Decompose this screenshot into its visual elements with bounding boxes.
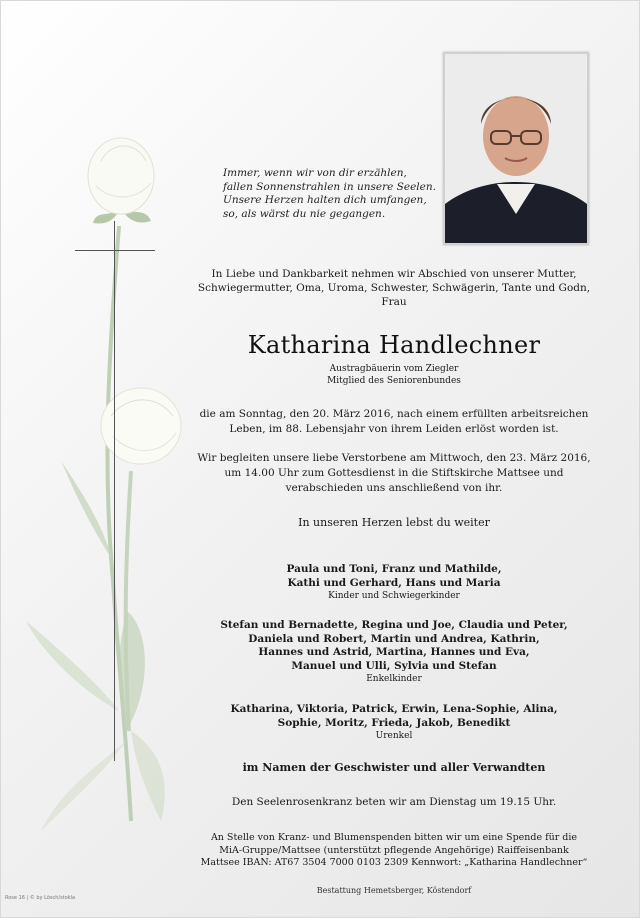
- deceased-name: Katharina Handlechner: [247, 331, 541, 359]
- family-names: Hannes und Astrid, Martina, Hannes und Eva,: [258, 646, 530, 658]
- undertaker: Bestattung Hemetsberger, Köstendorf: [316, 886, 472, 895]
- family-relation: Kinder und Schwiegerkinder: [328, 591, 460, 601]
- family-names: Sophie, Moritz, Frieda, Jakob, Benedikt: [277, 716, 511, 729]
- subtitle-line: Mitglied des Seniorenbundes: [327, 376, 461, 386]
- cross-horizontal: [75, 250, 155, 251]
- poem: [223, 167, 438, 221]
- poem-line: fallen Sonnenstrahlen in unsere Seelen.: [223, 180, 436, 193]
- family-relation: Urenkel: [375, 731, 413, 741]
- family-names: Stefan und Bernadette, Regina und Joe, Claudia und Peter,: [220, 619, 568, 631]
- poem-line: Unsere Herzen halten dich umfangen,: [223, 194, 427, 206]
- deceased-subtitle: [197, 363, 591, 387]
- cross-vertical: [114, 221, 115, 761]
- poem-line: so, als wärst du nie gegangen.: [223, 207, 386, 220]
- donation-line: Mattsee IBAN: AT67 3504 7000 0103 2309 Kennwort: „Katharina Handlechner“: [200, 857, 588, 868]
- family-grandchildren: [197, 619, 591, 685]
- closing-line: im Namen der Geschwister und aller Verwandten: [242, 761, 546, 774]
- family-names: Katharina, Viktoria, Patrick, Erwin, Lena-Sophie, Alina,: [230, 703, 558, 715]
- family-children: [197, 563, 591, 602]
- image-credit: Rose 16 | © by Lösch/stokla: [5, 895, 76, 901]
- portrait-icon: [445, 54, 587, 243]
- donation-notice: [197, 832, 591, 870]
- subtitle-line: Austragbäuerin vom Ziegler: [329, 364, 459, 374]
- family-names: Manuel und Ulli, Sylvia und Stefan: [291, 659, 497, 672]
- family-relation: Enkelkinder: [366, 674, 422, 684]
- family-names: Paula und Toni, Franz und Mathilde,: [286, 563, 502, 575]
- donation-line: MiA-Gruppe/Mattsee (unterstützt pflegende Angehörige) Raiffeisenbank: [219, 844, 569, 856]
- portrait-photo: [443, 52, 589, 245]
- donation-line: An Stelle von Kranz- und Blumenspenden bitten wir um eine Spende für die: [210, 832, 578, 843]
- white-roses-illustration: [1, 131, 201, 831]
- family-names: Daniela und Robert, Martin und Andrea, Kathrin,: [248, 632, 540, 645]
- family-great-grandchildren: [197, 703, 591, 742]
- poem-line: Immer, wenn wir von dir erzählen,: [223, 167, 407, 179]
- death-notice: die am Sonntag, den 20. März 2016, nach einem erfüllten arbeitsreichen Leben, im 88. Lebensjahr von ihrem Leiden erlöst worden ist.: [199, 408, 589, 435]
- motto: In unseren Herzen lebst du weiter: [298, 516, 490, 529]
- intro-text: In Liebe und Dankbarkeit nehmen wir Abschied von unserer Mutter, Schwiegermutter, Oma, Uroma, Schwester, Schwägerin, Tante und Godn, Frau: [197, 268, 591, 308]
- rosary-notice: Den Seelenrosenkranz beten wir am Dienstag um 19.15 Uhr.: [231, 796, 557, 808]
- family-names: Kathi und Gerhard, Hans und Maria: [287, 576, 501, 589]
- funeral-notice: Wir begleiten unsere liebe Verstorbene am Mittwoch, den 23. März 2016, um 14.00 Uhr zum Gottesdienst in die Stiftskirche Mattsee und verabschieden uns anschließend von ihr.: [197, 452, 591, 494]
